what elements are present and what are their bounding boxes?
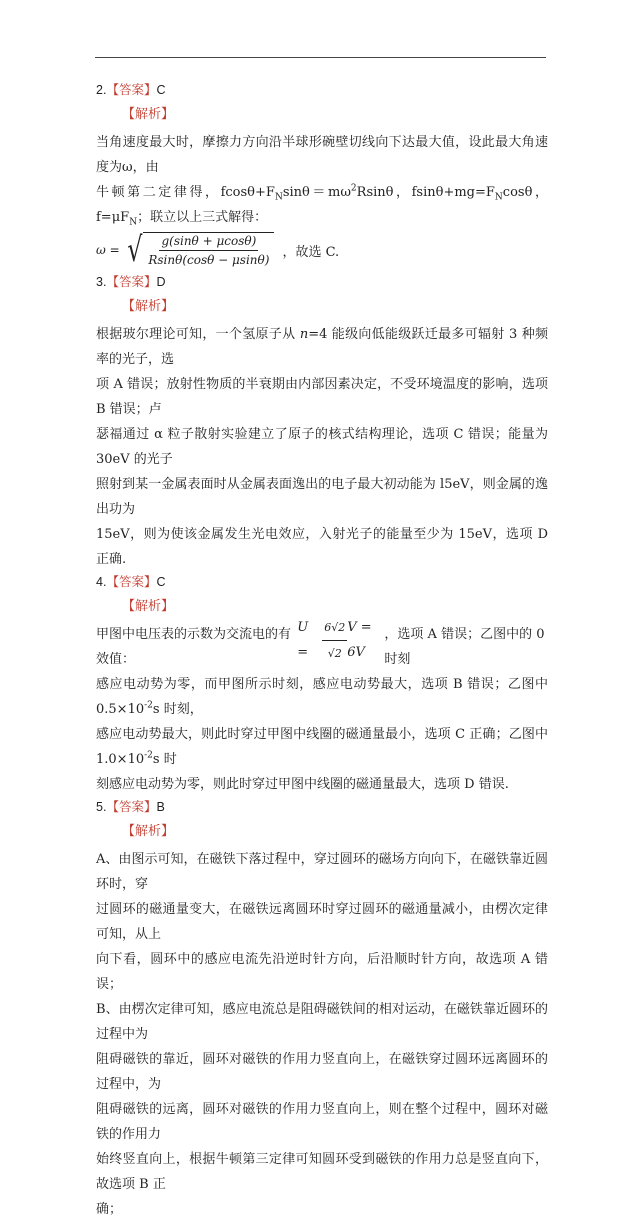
paragraph-line: 过圆环的磁通量变大，在磁铁远离圆环时穿过圆环的磁通量减小，由楞次定律可知，从上 xyxy=(96,902,548,942)
analysis-tag: 【解析】 xyxy=(122,599,175,614)
header-rule xyxy=(95,57,546,58)
question-number: 2. xyxy=(96,83,107,97)
answer-tag: 【答案】 xyxy=(106,275,157,289)
paragraph-line: 根据玻尔理论可知，一个氢原子从 n=4 能级向低能级跃迁最多可辐射 3 种频率的光子，选 xyxy=(96,327,548,367)
paragraph-line: 刻感应电动势为零，则此时穿过甲图中线圈的磁通量最大，选项 D 错误. xyxy=(96,777,509,792)
answer-line xyxy=(96,797,548,817)
question-2 xyxy=(96,80,548,268)
paragraph-line: 牛顿第二定律得，$fcos\theta+F_N\sin\theta=m\omega^2Rsin\theta$，$fsin\theta+mg=F_N\cos\theta$，$f=\mu F_N$；联立以上三式解得： xyxy=(96,183,548,228)
answer-value: B xyxy=(156,800,165,814)
answer-value: C xyxy=(156,83,166,97)
answer-line xyxy=(96,572,548,592)
document-body xyxy=(96,80,548,1222)
analysis-tag: 【解析】 xyxy=(122,107,175,122)
paragraph-line: 阻碍磁铁的靠近，圆环对磁铁的作用力竖直向上，在磁铁穿过圆环远离圆环的过程中，为 xyxy=(96,1052,548,1092)
formula-denominator: Rsinθ(cosθ − μsinθ) xyxy=(148,253,270,267)
paragraph-line: 当角速度最大时，摩擦力方向沿半球形碗壁切线向下达最大值，设此最大角速度为ω，由 xyxy=(96,135,548,175)
formula-lhs: ω = xyxy=(96,243,120,257)
voltage-formula: U = $\frac{6√2}{√2}$ V = 6V xyxy=(297,615,384,666)
sqrt-expression: √ $\frac{g(\sin\theta + \mu\cos\theta)}{Rsin\theta(\cos\theta - \mu\sin\theta)}$ xyxy=(124,232,275,268)
question-number: 4. xyxy=(96,575,107,589)
analysis-tag: 【解析】 xyxy=(122,299,175,314)
paragraph-line: 感应电动势为零，而甲图所示时刻，感应电动势最大，选项 B 错误；乙图中 $0.5\times 10^{-2}s$ 时刻， xyxy=(96,677,548,717)
answer-value: C xyxy=(156,575,166,589)
answer-line xyxy=(96,80,548,100)
paragraph-line: 项 A 错误；放射性物质的半衰期由内部因素决定，不受环境温度的影响，选项 B 错误；卢 xyxy=(96,377,548,417)
question-4 xyxy=(96,572,548,797)
paragraph-line: B、由楞次定律可知，感应电流总是阻碍磁铁间的相对运动，在磁铁靠近圆环的过程中为 xyxy=(96,1002,548,1042)
formula-numerator: g(sinθ + μcosθ) xyxy=(159,233,258,251)
question-5 xyxy=(96,797,548,1222)
answer-tag: 【答案】 xyxy=(106,575,157,589)
paragraph-line: 15eV，则为使该金属发生光电效应，入射光子的能量至少为 15eV，选项 D 正确. xyxy=(96,527,548,567)
omega-formula xyxy=(96,232,548,268)
answer-line xyxy=(96,272,548,292)
paragraph-line: A、由图示可知，在磁铁下落过程中，穿过圆环的磁场方向向下，在磁铁靠近圆环时，穿 xyxy=(96,852,548,892)
question-3 xyxy=(96,272,548,572)
formula-tail: ，故选 C. xyxy=(282,244,340,260)
answer-tag: 【答案】 xyxy=(106,83,157,97)
answer-value: D xyxy=(156,275,166,289)
question-number: 3. xyxy=(96,275,107,289)
analysis-tag: 【解析】 xyxy=(122,824,175,839)
paragraph-line: 向下看，圆环中的感应电流先沿逆时针方向，后沿顺时针方向，故选项 A 错误； xyxy=(96,952,548,992)
paragraph-line: 始终竖直向上，根据牛顿第三定律可知圆环受到磁铁的作用力总是竖直向下，故选项 B 正 xyxy=(96,1152,548,1192)
answer-tag: 【答案】 xyxy=(106,800,157,814)
paragraph-line: 甲图中电压表的示数为交流电的有效值： U = $\frac{6√2}{√2}$ V = 6V ，选项 A 错误；乙图中的 0 时刻 xyxy=(96,622,548,672)
paragraph-line: 感应电动势最大，则此时穿过甲图中线圈的磁通量最小，选项 C 正确；乙图中 $1.0\times 10^{-2}s$ 时 xyxy=(96,727,548,767)
paragraph-line: 阻碍磁铁的远离，圆环对磁铁的作用力竖直向上，则在整个过程中，圆环对磁铁的作用力 xyxy=(96,1102,548,1142)
question-number: 5. xyxy=(96,800,107,814)
paragraph-line: 确； xyxy=(96,1202,123,1217)
paragraph-line: 照射到某一金属表面时从金属表面逸出的电子最大初动能为 l5eV，则金属的逸出功为 xyxy=(96,477,548,517)
paragraph-line: 瑟福通过 α 粒子散射实验建立了原子的核式结构理论，选项 C 错误；能量为 30eV 的光子 xyxy=(96,427,548,467)
